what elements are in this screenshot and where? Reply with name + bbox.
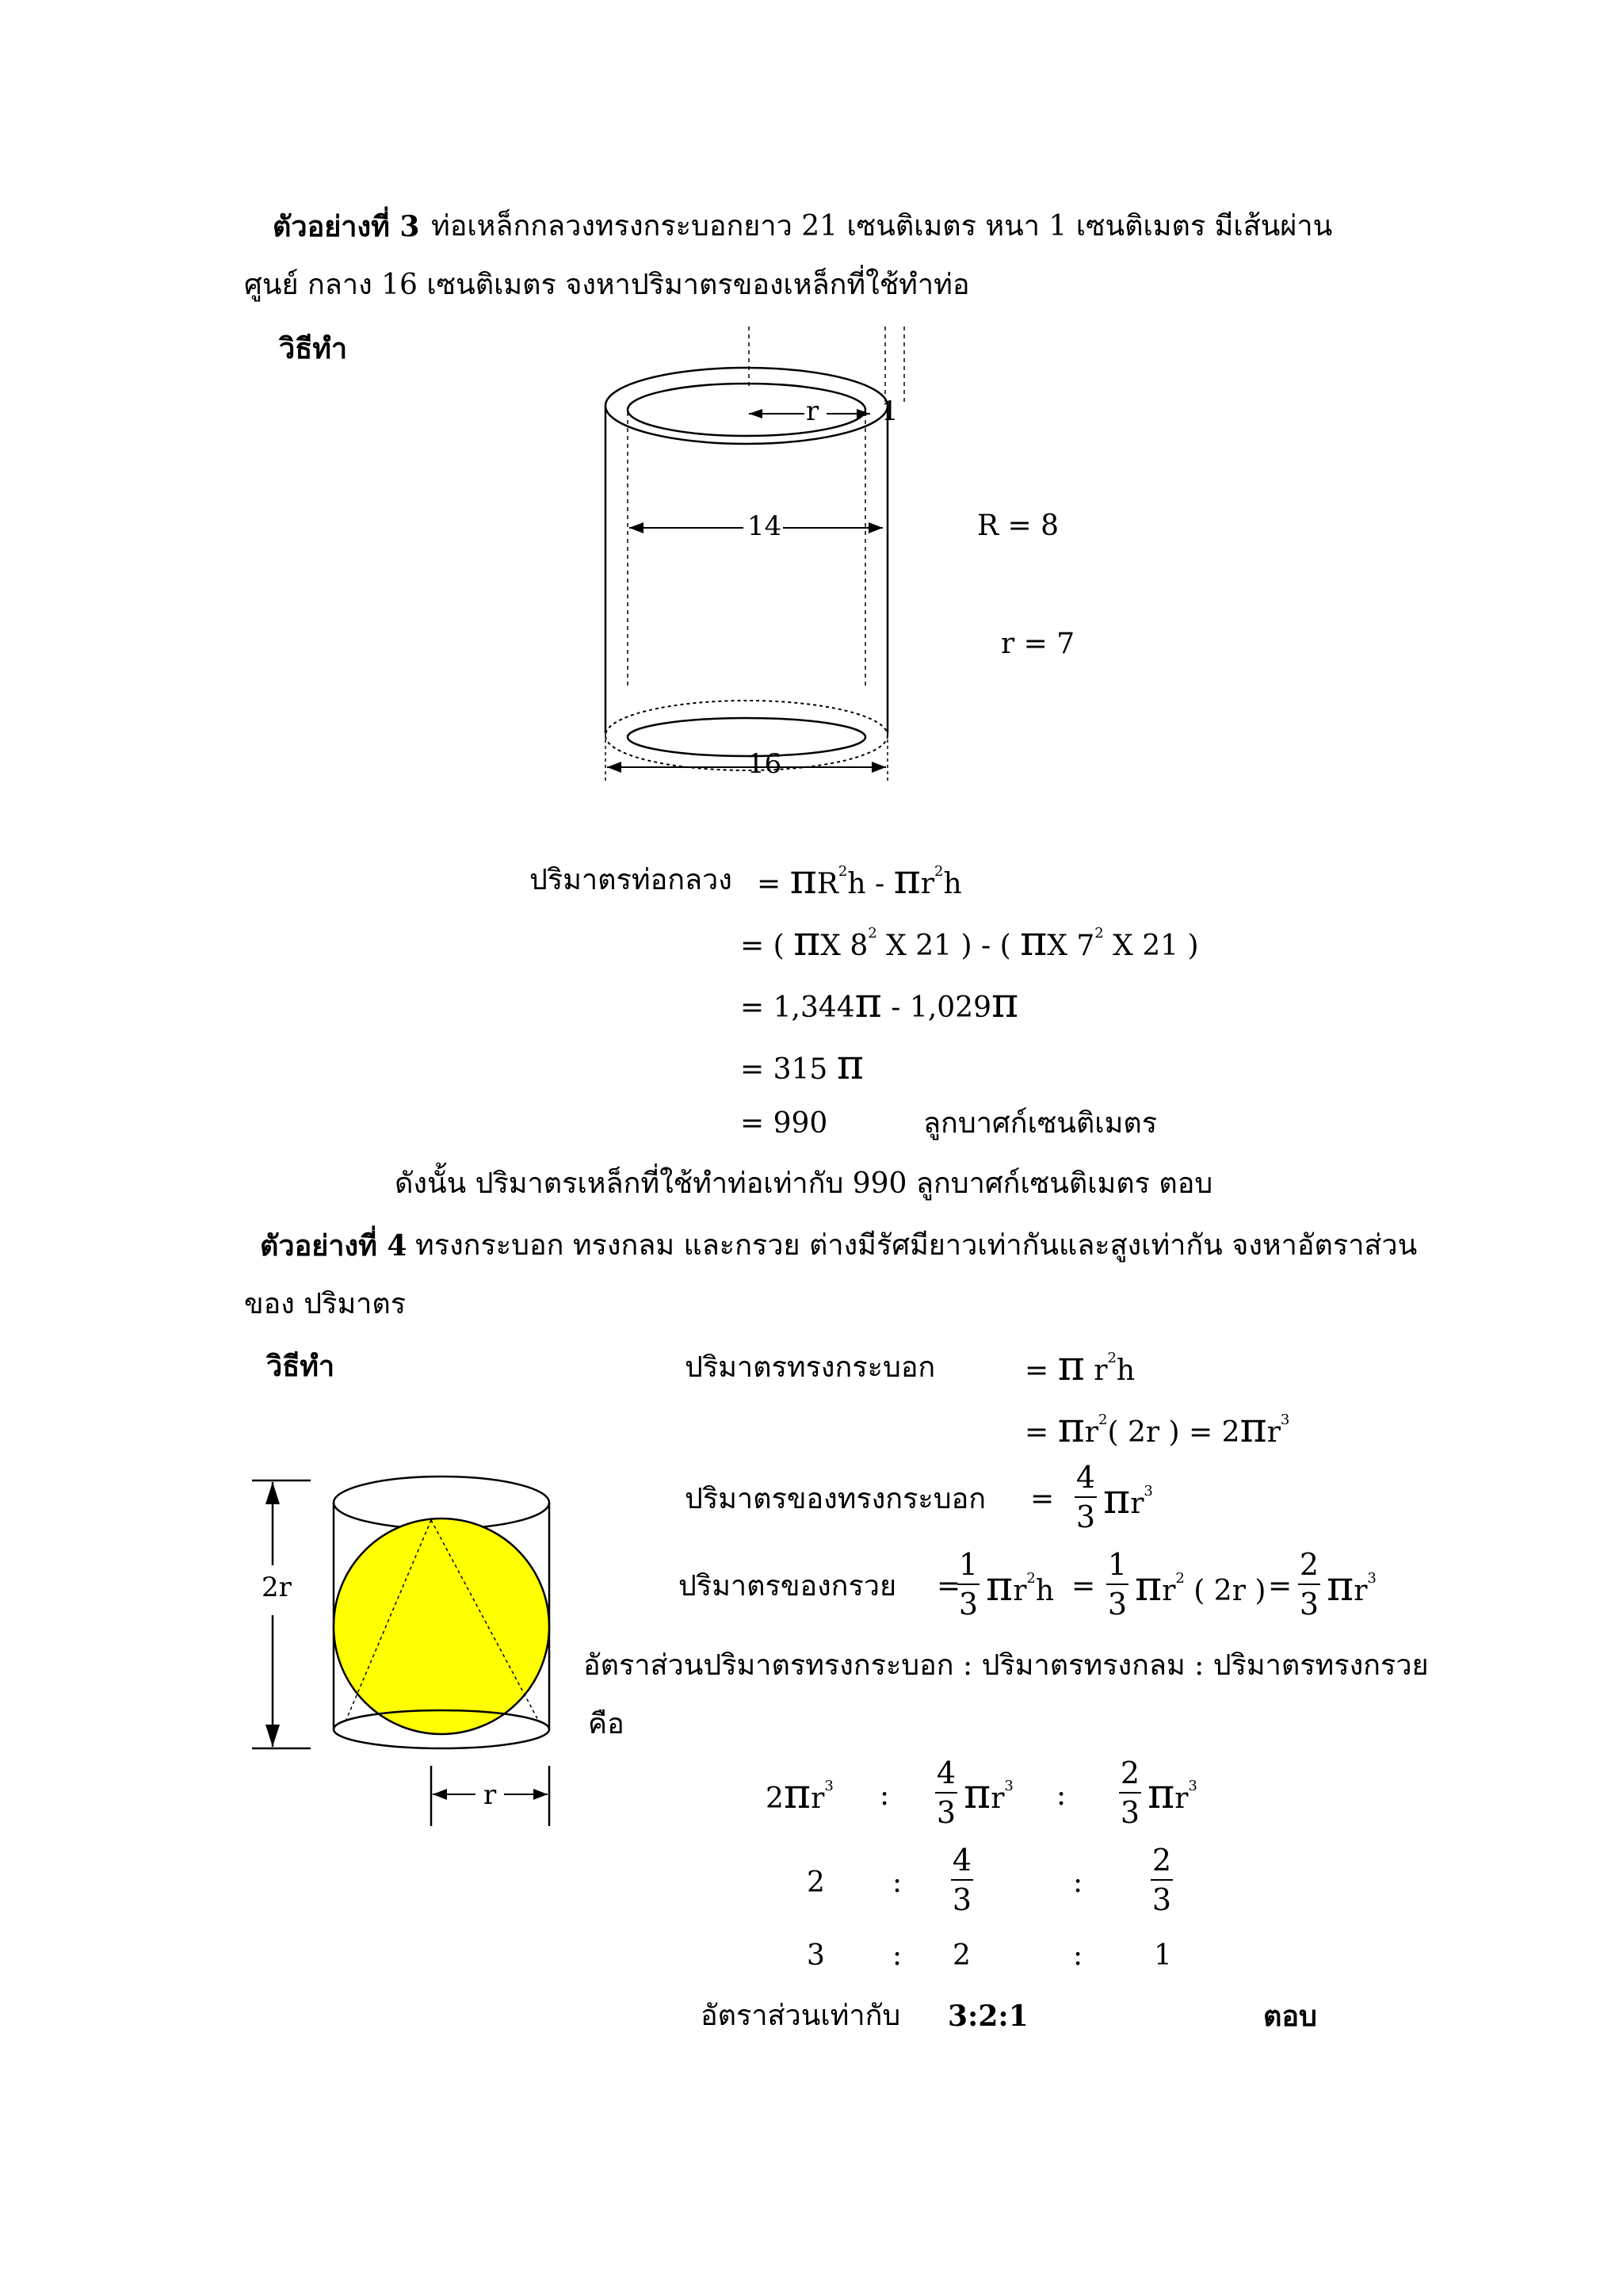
cone-eq-b: = <box>1071 1570 1096 1603</box>
example4-method-heading: วิธีทำ <box>266 1350 335 1383</box>
label-thickness: 1 <box>881 395 899 427</box>
frac-two-thirds-a: 2 3 <box>1299 1547 1319 1622</box>
ratio-row1-cone-tail: $\pi r^3$ <box>1148 1771 1197 1818</box>
label-inner-diameter: 14 <box>747 510 782 542</box>
cone-eq-a: = <box>937 1570 961 1603</box>
ratio-row3-cone: 1 <box>1154 1939 1172 1972</box>
ratio-row1-sphere-tail: $\pi r^3$ <box>964 1771 1014 1818</box>
ratio-row2-cylinder: 2 <box>807 1866 825 1899</box>
calc-step4: = 315 π <box>740 1041 864 1089</box>
ratio-row1-cylinder: $2\pi r^3$ <box>766 1771 834 1818</box>
answer-value: 3:2:1 <box>948 2000 1029 2033</box>
given-inner-radius: r = 7 <box>1001 628 1075 660</box>
frac-one-third-b: 1 3 <box>1107 1547 1128 1622</box>
frac-one-third-a: 1 3 <box>958 1547 979 1622</box>
cone-tail-c: $\pi r^3$ <box>1327 1563 1377 1610</box>
frac-four-thirds: 4 3 <box>1075 1460 1096 1534</box>
example3-title: ตัวอย่างที่ 3 <box>273 210 420 243</box>
calc-label: ปริมาตรท่อกลวง <box>529 864 732 896</box>
answer-label: อัตราส่วนเท่ากับ <box>701 2000 901 2032</box>
calc-step2: = ( πX $8^2$ X 21 ) - ( πX $7^2$ X 21 ) <box>740 918 1199 965</box>
ratio-row2-sphere-frac: 4 3 <box>952 1843 972 1917</box>
cone-tail-a: $\pi r^2h$ <box>986 1563 1055 1610</box>
example4-problem-line2: ของ ปริมาตร <box>244 1288 407 1320</box>
cone-tail-b: $\pi r^2$ ( 2r ) <box>1135 1563 1266 1610</box>
label-r: r <box>806 395 819 427</box>
example3-method-heading: วิธีทำ <box>279 332 348 365</box>
ratio-row2-colon-2: : <box>1073 1866 1083 1899</box>
ratio-row3-sphere: 2 <box>953 1939 971 1972</box>
example4-problem-line1: ทรงกระบอก ทรงกลม และกรวย ต่างมีรัศมียาวเท่ากันและสูงเท่ากัน จงหาอัตราส่วน <box>415 1229 1418 1262</box>
ratio-row1-sphere-frac: 4 3 <box>936 1755 957 1830</box>
ratio-row1-colon-1: : <box>880 1779 890 1812</box>
ratio-row1-cone-frac: 2 3 <box>1120 1755 1140 1830</box>
answer-tag: ตอบ <box>1263 2000 1317 2033</box>
cyl-volume-label: ปริมาตรทรงกระบอก <box>685 1351 936 1384</box>
example4-title: ตัวอย่างที่ 4 <box>260 1229 407 1263</box>
ratio-row2-cone-frac: 2 3 <box>1151 1843 1172 1917</box>
ratio-row3-colon-2: : <box>1073 1939 1083 1972</box>
ratio-is: คือ <box>588 1708 624 1740</box>
cone-volume-label: ปริมาตรของกรวย <box>678 1570 897 1603</box>
sphere-volume-tail: $\pi r^3$ <box>1103 1476 1153 1523</box>
label-outer-diameter: 16 <box>747 748 782 780</box>
sphere-volume-eq: = <box>1030 1483 1055 1515</box>
cone-eq-c: = <box>1268 1570 1293 1603</box>
calc-step5-value: = 990 <box>740 1107 828 1140</box>
label-height-2r: 2r <box>262 1572 292 1603</box>
ratio-row1-colon-2: : <box>1056 1779 1067 1812</box>
sphere <box>334 1519 549 1734</box>
ratio-row2-colon-1: : <box>892 1866 903 1899</box>
label-radius-r: r <box>483 1779 497 1811</box>
cyl-volume-eq1: = π $r^2h$ <box>1025 1343 1136 1390</box>
calc-step3: = 1,344π - 1,029π <box>740 980 1019 1027</box>
ratio-row3-cylinder: 3 <box>807 1939 825 1972</box>
example3-conclusion: ดังนั้น ปริมาตรเหล็กที่ใช้ทำท่อเท่ากับ 990 ลูกบาศก์เซนติเมตร ตอบ <box>395 1167 1213 1200</box>
example3-problem-line2: ศูนย์ กลาง 16 เซนติเมตร จงหาปริมาตรของเหล็กที่ใช้ทำท่อ <box>244 269 970 301</box>
given-outer-radius: R = 8 <box>977 510 1060 542</box>
ratio-statement: อัตราส่วนปริมาตรทรงกระบอก : ปริมาตรทรงกลม : ปริมาตรทรงกรวย <box>583 1649 1429 1682</box>
ratio-row3-colon-1: : <box>892 1939 903 1972</box>
calc-step1: = $\pi R^2h - \pi r^2h$ <box>757 856 962 904</box>
sphere-volume-label: ปริมาตรของทรงกระบอก <box>685 1483 987 1515</box>
cyl-volume-eq2: = $\pi r^2$( 2r ) = $2\pi r^3$ <box>1025 1404 1290 1452</box>
example3-problem-line1: ท่อเหล็กกลวงทรงกระบอกยาว 21 เซนติเมตร หนา 1 เซนติเมตร มีเส้นผ่าน <box>431 210 1333 243</box>
calc-step5-unit: ลูกบาศก์เซนติเมตร <box>923 1107 1158 1140</box>
